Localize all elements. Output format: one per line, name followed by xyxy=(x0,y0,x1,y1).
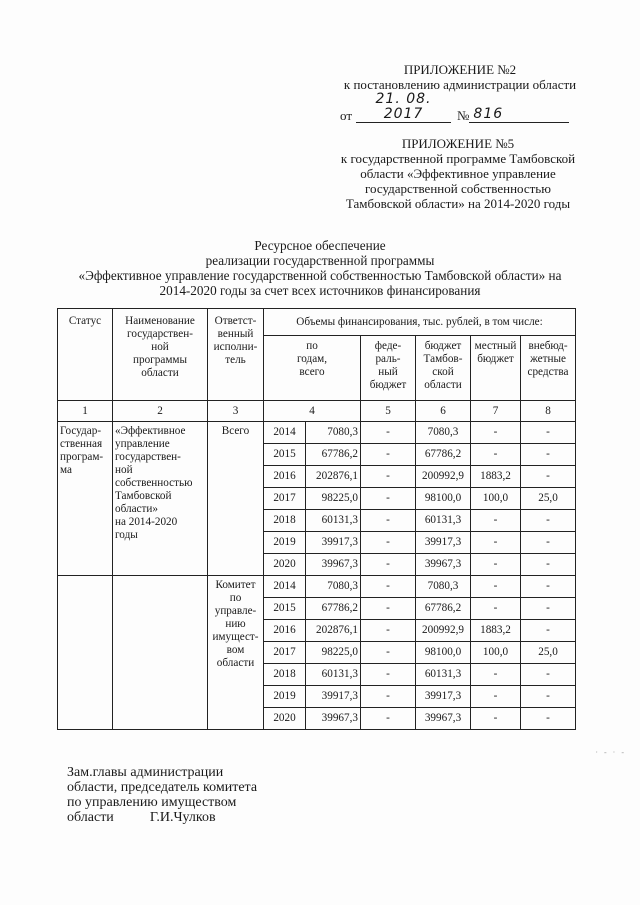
header-row xyxy=(58,309,576,336)
year-cell: 2014 xyxy=(264,422,306,444)
col-number: 4 xyxy=(264,401,361,422)
header-resp-line: исполни- xyxy=(213,341,258,353)
signature-line-last xyxy=(67,810,327,825)
extra-cell: - xyxy=(521,576,576,598)
signature-line: по управлению имуществом xyxy=(67,795,237,810)
year-cell: 2017 xyxy=(264,642,306,664)
local-cell: - xyxy=(471,598,521,620)
local-cell: - xyxy=(471,576,521,598)
federal-cell: - xyxy=(361,664,416,686)
header-regional-line: ской xyxy=(432,366,454,378)
col-number: 2 xyxy=(113,401,208,422)
regional-cell: 7080,3 xyxy=(416,422,471,444)
title-line: «Эффективное управление государственной собственностью Тамбовской области» на xyxy=(78,268,562,283)
header-name xyxy=(113,309,208,401)
program-name-line: области» xyxy=(115,503,158,515)
annex-date-line xyxy=(340,92,580,123)
header-total xyxy=(264,336,361,401)
responsible-line: Всего xyxy=(221,425,250,437)
annex-program-line: государственной собственностью xyxy=(365,181,551,196)
header-federal-line: бюджет xyxy=(369,379,407,391)
year-cell: 2018 xyxy=(264,664,306,686)
total-cell: 60131,3 xyxy=(306,664,361,686)
extra-cell: - xyxy=(521,554,576,576)
program-name-line: ной xyxy=(115,464,133,476)
header-regional-line: Тамбов- xyxy=(423,353,463,365)
header-volumes: Объемы финансирования, тыс. рублей, в том числе: xyxy=(264,309,576,336)
status-line: Государ- xyxy=(60,425,102,437)
annex-program-line: области «Эффективное управление xyxy=(360,166,556,181)
annex-header xyxy=(340,62,580,123)
year-cell: 2019 xyxy=(264,686,306,708)
header-responsible xyxy=(208,309,264,401)
block-total xyxy=(58,422,576,576)
program-name-line: управление xyxy=(115,438,170,450)
signature-block xyxy=(67,765,327,825)
resolution-date: 21. 08. 2017 xyxy=(356,92,451,123)
number-prefix: № xyxy=(457,108,470,123)
total-cell: 202876,1 xyxy=(306,466,361,488)
extra-cell: - xyxy=(521,532,576,554)
total-cell: 98225,0 xyxy=(306,642,361,664)
regional-cell: 200992,9 xyxy=(416,466,471,488)
extra-cell: 25,0 xyxy=(521,642,576,664)
total-cell: 7080,3 xyxy=(306,422,361,444)
year-cell: 2014 xyxy=(264,576,306,598)
regional-cell: 67786,2 xyxy=(416,444,471,466)
total-cell: 39917,3 xyxy=(306,686,361,708)
federal-cell: - xyxy=(361,708,416,730)
federal-cell: - xyxy=(361,554,416,576)
regional-cell: 39917,3 xyxy=(416,686,471,708)
col-number: 5 xyxy=(361,401,416,422)
responsible-cell xyxy=(208,422,264,576)
total-cell: 67786,2 xyxy=(306,444,361,466)
scan-artifact: · - · - xyxy=(595,748,626,757)
table-row xyxy=(58,576,576,598)
header-local-line: бюджет xyxy=(477,353,514,365)
local-cell: 100,0 xyxy=(471,488,521,510)
regional-cell: 7080,3 xyxy=(416,576,471,598)
extra-cell: - xyxy=(521,620,576,642)
program-name-line: годы xyxy=(115,529,138,541)
col-number: 8 xyxy=(521,401,576,422)
local-cell: - xyxy=(471,664,521,686)
document-title xyxy=(60,238,580,298)
extra-cell: - xyxy=(521,510,576,532)
federal-cell: - xyxy=(361,444,416,466)
extra-cell: - xyxy=(521,686,576,708)
header-extra xyxy=(521,336,576,401)
year-cell: 2015 xyxy=(264,598,306,620)
header-name-line: программы xyxy=(133,354,187,366)
annex-program-line: Тамбовской области» на 2014-2020 годы xyxy=(345,196,571,211)
year-cell: 2016 xyxy=(264,466,306,488)
year-cell: 2019 xyxy=(264,532,306,554)
regional-cell: 39917,3 xyxy=(416,532,471,554)
program-name-line: «Эффективное xyxy=(115,425,186,437)
local-cell: - xyxy=(471,444,521,466)
federal-cell: - xyxy=(361,488,416,510)
local-cell: - xyxy=(471,510,521,532)
year-cell: 2018 xyxy=(264,510,306,532)
header-extra-line: средства xyxy=(527,366,569,378)
responsible-cell xyxy=(208,576,264,730)
col-number: 6 xyxy=(416,401,471,422)
total-cell: 202876,1 xyxy=(306,620,361,642)
extra-cell: - xyxy=(521,422,576,444)
responsible-line: вом xyxy=(226,644,245,656)
header-federal-line: ный xyxy=(378,366,398,378)
program-name-line: на 2014-2020 xyxy=(115,516,178,528)
federal-cell: - xyxy=(361,422,416,444)
local-cell: 100,0 xyxy=(471,642,521,664)
annex-program-title: ПРИЛОЖЕНИЕ №5 xyxy=(401,136,515,151)
header-extra-line: жетные xyxy=(530,353,566,365)
program-name-line: собственностью xyxy=(115,477,193,489)
header-name-line: ной xyxy=(151,341,169,353)
federal-cell: - xyxy=(361,532,416,554)
column-numbers-row xyxy=(58,401,576,422)
extra-cell: - xyxy=(521,708,576,730)
resolution-number: 816 xyxy=(469,107,569,123)
header-total-line: по xyxy=(306,340,318,352)
header-local-line: местный xyxy=(474,340,517,352)
regional-cell: 98100,0 xyxy=(416,642,471,664)
total-cell: 39967,3 xyxy=(306,708,361,730)
local-cell: 1883,2 xyxy=(471,466,521,488)
federal-cell: - xyxy=(361,642,416,664)
program-name-cell xyxy=(113,422,208,576)
block-committee xyxy=(58,576,576,730)
status-line: ма xyxy=(60,464,72,476)
header-extra-line: внебюд- xyxy=(528,340,568,352)
header-local xyxy=(471,336,521,401)
local-cell: - xyxy=(471,554,521,576)
header-federal xyxy=(361,336,416,401)
regional-cell: 39967,3 xyxy=(416,708,471,730)
total-cell: 39917,3 xyxy=(306,532,361,554)
header-status: Статус xyxy=(58,309,113,401)
header-total-line: годам, xyxy=(296,353,328,365)
annex-program-header xyxy=(338,136,578,211)
regional-cell: 39967,3 xyxy=(416,554,471,576)
local-cell: - xyxy=(471,686,521,708)
program-name-cell-empty xyxy=(113,576,208,730)
federal-cell: - xyxy=(361,576,416,598)
status-cell xyxy=(58,422,113,576)
header-resp-line: тель xyxy=(225,354,246,366)
federal-cell: - xyxy=(361,598,416,620)
resource-table xyxy=(57,308,576,730)
responsible-line: области xyxy=(216,657,255,669)
responsible-line: Комитет xyxy=(215,579,256,591)
regional-cell: 60131,3 xyxy=(416,664,471,686)
header-name-line: Наименование xyxy=(125,315,195,327)
local-cell: 1883,2 xyxy=(471,620,521,642)
regional-cell: 67786,2 xyxy=(416,598,471,620)
program-name-line: государствен- xyxy=(115,451,181,463)
federal-cell: - xyxy=(361,466,416,488)
annex-resolution-line: к постановлению администрации области xyxy=(343,77,577,92)
status-line: програм- xyxy=(60,451,104,463)
total-cell: 98225,0 xyxy=(306,488,361,510)
federal-cell: - xyxy=(361,620,416,642)
extra-cell: 25,0 xyxy=(521,488,576,510)
year-cell: 2020 xyxy=(264,708,306,730)
year-cell: 2020 xyxy=(264,554,306,576)
header-federal-line: феде- xyxy=(374,340,402,352)
responsible-line: по xyxy=(229,592,242,604)
header-resp-line: Ответст- xyxy=(214,315,257,327)
federal-cell: - xyxy=(361,510,416,532)
title-line: 2014-2020 годы за счет всех источников финансирования xyxy=(159,283,481,298)
extra-cell: - xyxy=(521,598,576,620)
total-cell: 60131,3 xyxy=(306,510,361,532)
signature-line: области, председатель комитета xyxy=(67,780,258,795)
year-cell: 2017 xyxy=(264,488,306,510)
regional-cell: 98100,0 xyxy=(416,488,471,510)
title-line: Ресурсное обеспечение xyxy=(254,238,386,253)
header-total-line: всего xyxy=(299,366,325,378)
federal-cell: - xyxy=(361,686,416,708)
header-name-line: государствен- xyxy=(127,328,193,340)
col-number: 1 xyxy=(58,401,113,422)
header-regional xyxy=(416,336,471,401)
extra-cell: - xyxy=(521,466,576,488)
extra-cell: - xyxy=(521,664,576,686)
status-line: ственная xyxy=(60,438,103,450)
status-cell-empty xyxy=(58,576,113,730)
annex-title: ПРИЛОЖЕНИЕ №2 xyxy=(403,62,517,77)
regional-cell: 200992,9 xyxy=(416,620,471,642)
table-row xyxy=(58,422,576,444)
extra-cell: - xyxy=(521,444,576,466)
responsible-line: нию xyxy=(225,618,246,630)
total-cell: 39967,3 xyxy=(306,554,361,576)
local-cell: - xyxy=(471,532,521,554)
annex-program-line: к государственной программе Тамбовской xyxy=(340,151,576,166)
signatory-name: Г.И.Чулков xyxy=(149,810,216,825)
total-cell: 7080,3 xyxy=(306,576,361,598)
program-name-line: Тамбовской xyxy=(115,490,172,502)
total-cell: 67786,2 xyxy=(306,598,361,620)
responsible-line: управле- xyxy=(214,605,257,617)
local-cell: - xyxy=(471,708,521,730)
local-cell: - xyxy=(471,422,521,444)
regional-cell: 60131,3 xyxy=(416,510,471,532)
header-regional-line: области xyxy=(424,379,462,391)
col-number: 7 xyxy=(471,401,521,422)
signature-prefix: области xyxy=(67,810,114,825)
responsible-line: имущест- xyxy=(212,631,259,643)
header-regional-line: бюджет xyxy=(424,340,462,352)
year-cell: 2015 xyxy=(264,444,306,466)
year-cell: 2016 xyxy=(264,620,306,642)
header-name-line: области xyxy=(141,367,179,379)
date-prefix: от xyxy=(340,108,353,123)
header-resp-line: венный xyxy=(217,328,254,340)
title-line: реализации государственной программы xyxy=(205,253,435,268)
col-number: 3 xyxy=(208,401,264,422)
signature-line: Зам.главы администрации xyxy=(67,765,224,780)
header-federal-line: раль- xyxy=(375,353,401,365)
